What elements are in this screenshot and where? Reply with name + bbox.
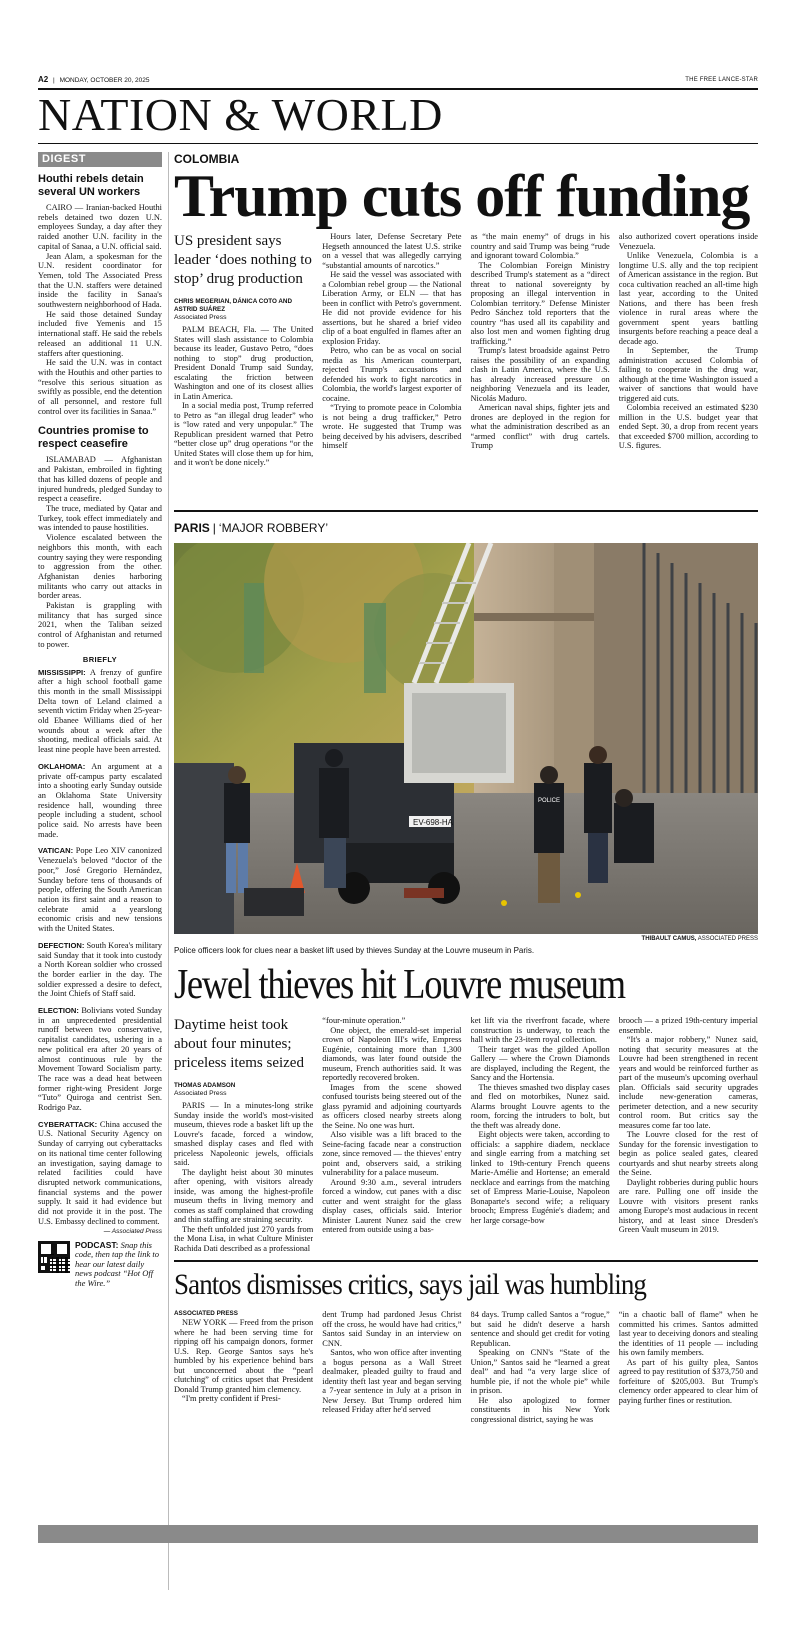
story-kicker: PARIS bbox=[174, 521, 210, 535]
story-paragraph: Santos, who won office after inventing a bogus persona as a Wall Street dealmaker, pleaded guilty to fraud and identity theft last year and began serving a 7-year sentence in July at a prison in New Jersey. But Trump ordered him released Friday after he'd served bbox=[322, 1348, 462, 1414]
podcast-promo bbox=[38, 1241, 162, 1289]
story-paragraph: as “the main enemy” of drugs in his country and said Trump was being “rude and ignorant toward Colombia.” bbox=[470, 232, 610, 260]
brief-text: A frenzy of gunfire after a high school football game this month in the small Mississippi Delta town of Leland claimed a seventh victim Friday when 25-year-old Ebanee Williams died of her wounds about a week after the shooting, medical officials said. At least nine people have been arrested. bbox=[38, 667, 162, 755]
podcast-label: PODCAST: bbox=[75, 1239, 119, 1250]
section-rule bbox=[38, 143, 758, 144]
story-paragraph: PARIS — In a minutes-long strike Sunday inside the world's most-visited museum, thieves rode a basket lift up the Louvre's facade, forced a window, smashed display cases and fled with priceless Napoleonic jewels, officials said. bbox=[174, 1101, 314, 1167]
story-divider bbox=[174, 510, 758, 512]
brief-item bbox=[38, 668, 162, 755]
brief-item bbox=[38, 1120, 162, 1227]
story-paragraph: The theft unfolded just 270 yards from the Mona Lisa, in what Culture Minister Rachida Dati described as a professional bbox=[174, 1224, 314, 1253]
page-number: A2 bbox=[38, 75, 49, 84]
story-paragraph: 84 days. Trump called Santos a “rogue,” but said he didn't deserve a harsh sentence and should get credit for voting Republican. bbox=[470, 1310, 610, 1348]
story-headline: Trump cuts off funding bbox=[174, 163, 750, 229]
story-org: Associated Press bbox=[174, 314, 227, 321]
photo-credit-name: THIBAULT CAMUS, bbox=[641, 936, 697, 942]
brief-item bbox=[38, 941, 162, 999]
story-colombia bbox=[174, 152, 758, 229]
story-column bbox=[174, 232, 313, 570]
brief-lead: VATICAN: bbox=[38, 846, 74, 856]
story-paragraph: Also visible was a lift braced to the Seine-facing facade near a construction zone, since removed — the thieves' entry point and, observers said, a striking vulnerability for a palace museum. bbox=[322, 1130, 462, 1177]
digest-paragraph: CAIRO — Iranian-backed Houthi rebels detained two dozen U.N. employees Sunday, a day after they raided another U.N. facility in the capital of Sanaa, a U.N. official said. bbox=[38, 203, 162, 251]
story-paragraph: “It's a major robbery,” Nunez said, noting that security measures at the Louvre had been strengthened in recent years and would be reinforced further as part of the museum's upcoming overhaul plan. Officials said security upgrades include new-generation cameras, perimeter detection, and a new security control room. But critics say the measures come far too late. bbox=[618, 1035, 758, 1130]
story-headline: Jewel thieves hit Louvre museum bbox=[174, 962, 625, 1008]
digest-credit: — Associated Press bbox=[103, 1227, 162, 1235]
story-paragraph: The thieves smashed two display cases and fled on motorbikes, Nunez said. Alarms brought Louvre agents to the room, forcing the intruders to bolt, but the theft was already done. bbox=[470, 1082, 610, 1130]
license-plate: EV-698-HA bbox=[413, 818, 454, 827]
story-paragraph: In a social media post, Trump referred to Petro as “an illegal drug leader” who is “low rated and very unpopular.” The Republican president warned that Petro “better close up” drug operations “or the United States will close them up for him, and it won't be done nicely.” bbox=[174, 401, 314, 467]
story-paragraph: Speaking on CNN's “State of the Union,” Santos said he “learned a great deal” and had “a very large slice of humble pie, if not the whole pie” while in prison. bbox=[470, 1348, 610, 1395]
photo-caption: Police officers look for clues near a basket lift used by thieves Sunday at the Louvre museum in Paris. bbox=[174, 946, 535, 955]
story-santos-body bbox=[174, 1310, 758, 1510]
story-paragraph: “four-minute operation.” bbox=[322, 1016, 406, 1025]
story-paragraph: Daylight robberies during public hours are rare. Pulling one off inside the Louvre with visitors present ranks among Europe's most audacious in recent history, and at least since Dresden's Green Vault museum in 2019. bbox=[618, 1177, 758, 1234]
louvre-photo-image bbox=[174, 543, 758, 934]
brief-text: China accused the U.S. National Security Agency on Sunday of carrying out cyberattacks on its national time center following an investigation, saying damage to related facilities could have disrupted network communications, financial systems and the power supply. It said it had evidence but did not provide it in the post. The U.S. Embassy declined to comment. bbox=[38, 1119, 162, 1226]
qr-code-icon[interactable] bbox=[38, 1241, 70, 1273]
story-paragraph: American naval ships, fighter jets and drones are deployed in the region for what the administration described as an “armed conflict” with drug cartels. Trump bbox=[470, 403, 610, 450]
section-title: NATION & WORLD bbox=[38, 89, 443, 140]
story-paragraph: brooch — a prized 19th-century imperial ensemble. bbox=[618, 1016, 758, 1035]
story-paragraph: dent Trump had pardoned Jesus Christ off the cross, he would have had critics,” Santos said Sunday in an interview on CNN. bbox=[322, 1310, 462, 1348]
story-paragraph: Hours later, Defense Secretary Pete Hegseth announced the latest U.S. strike on a vessel that was allegedly carrying “substantial amounts of narcotics.” bbox=[322, 232, 462, 270]
digest-paragraph: He said those detained Sunday included five Yemenis and 15 international staff. He said the rebels released an additional 11 U.N. staffers after questioning. bbox=[38, 309, 162, 358]
story-kicker-sub: ‘MAJOR ROBBERY’ bbox=[218, 521, 329, 535]
folio bbox=[38, 75, 758, 87]
digest-headline: Countries promise to respect ceasefire bbox=[38, 425, 149, 451]
digest-headline: Houthi rebels detain several UN workers bbox=[38, 173, 144, 198]
newspaper-page bbox=[38, 70, 758, 1590]
brief-lead: DEFECTION: bbox=[38, 940, 85, 950]
story-colombia-body bbox=[174, 232, 758, 570]
story-column bbox=[322, 232, 461, 570]
story-paragraph: The daylight heist about 30 minutes after opening, with visitors already inside, was among the highest-profile museum thefts in living memory and comes as staff complained that crowding and thin staffing are straining security. bbox=[174, 1167, 314, 1224]
story-paragraph: ket lift via the riverfront facade, where construction is underway, to reach the hall with the 23-item royal collection. bbox=[470, 1016, 610, 1044]
story-column bbox=[619, 1310, 758, 1510]
digest-paragraph: Violence escalated between the neighbors this month, with each country saying they were responding to aggression from the other. Afghanistan denies harboring militants who carry out attacks in border areas. bbox=[38, 533, 162, 601]
brief-text: Bolivians voted Sunday in an unprecedented presidential runoff between two conservative, capitalist candidates, ushering in a new political era after 20 years of almost continuous rule by the Movement Toward Socialism party. The race was a dead heat between former right-wing President Jorge “Tuto” Quiroga and centrist Sen. Rodrigo Paz. bbox=[38, 1006, 162, 1113]
story-paragraph: “Trying to promote peace in Colombia is not being a drug trafficker,” Petro wrote. He suggested that Trump was being deceived by his advisers, described himself bbox=[322, 403, 462, 450]
story-org: Associated Press bbox=[174, 1090, 227, 1097]
story-deck: US president says leader ‘does nothing to stop’ drug production bbox=[174, 233, 312, 287]
brief-lead: OKLAHOMA: bbox=[38, 761, 86, 771]
story-paragraph: Trump's latest broadside against Petro raises the possibility of an expanding clash in Latin America, where the U.S. has already increased pressure on neighboring Venezuela and its leader, Nicolás Maduro. bbox=[470, 346, 610, 403]
brief-text: An argument at a private off-campus party escalated into a shooting early Sunday outside an Oklahoma State University residence hall, wounding three people including a student, school police said. No arrests have been made. bbox=[38, 761, 162, 839]
story-byline: CHRIS MEGERIAN, DÁNICA COTO AND ASTRID SUÁREZ bbox=[174, 298, 293, 313]
story-paragraph: He also apologized to former constituents in his New York congressional district, saying he was bbox=[470, 1395, 610, 1424]
digest-paragraph: The truce, mediated by Qatar and Turkey, took effect immediately and was intended to pause hostilities. bbox=[38, 503, 162, 533]
digest-header: DIGEST bbox=[38, 152, 162, 167]
police-label: POLICE bbox=[538, 798, 561, 804]
story-paragraph: He said the vessel was associated with a Colombian rebel group — the National Liberation Army, or ELN — that has been in conflict with Petro's government. He did not provide evidence for his assertions, but he shared a brief video clip of a boat engulfed in flames after an explosion Friday. bbox=[322, 270, 462, 346]
story-paragraph: NEW YORK — Freed from the prison where he had been serving time for ripping off his campaign donors, former U.S. Rep. George Santos says he's humbled by his experience behind bars but unconcerned about the “pearl clutching” of critics upset that President Donald Trump granted him clemency. bbox=[174, 1318, 314, 1394]
story-paragraph: Around 9:30 a.m., several intruders forced a window, cut panes with a disc cutter and went straight for the glass display cases, officials said. Interior Minister Laurent Nunez said the crew entered from outside using a bas- bbox=[322, 1177, 462, 1234]
digest-paragraph: He said the U.N. was in contact with the Houthis and other parties to “resolve this serious situation as swiftly as possible, end the detention of all personnel, and restore full control over its facilities in Sanaa.” bbox=[38, 358, 162, 416]
story-paragraph: One object, the emerald-set imperial crown of Napoleon III's wife, Empress Eugénie, containing more than 1,300 diamonds, was later found outside the museum, French authorities said. It was reportedly recovered broken. bbox=[322, 1025, 462, 1082]
story-kicker: COLOMBIA bbox=[174, 152, 240, 166]
story-paragraph: Their target was the gilded Apollon Gallery — where the Crown Diamonds are displayed, including the Regent, the Sancy and the Hortensia. bbox=[470, 1044, 610, 1082]
story-paris-kicker bbox=[174, 521, 758, 535]
story-column bbox=[619, 232, 758, 570]
brief-lead: MISSISSIPPI: bbox=[38, 667, 86, 677]
photo-credit bbox=[642, 936, 758, 942]
story-paragraph: “I'm pretty confident if Presi- bbox=[182, 1394, 281, 1403]
story-paragraph: Eight objects were taken, according to officials: a sapphire diadem, necklace and single earring from a matching set linked to 19th-century French queens Marie-Amélie and Hortense; an emerald necklace and earrings from the matching set of Empress Marie-Louise, Napoleon Bonaparte's second wife; a reliquary brooch; Empress Eugénie's diadem; and her large corsage-bow bbox=[470, 1130, 610, 1225]
digest-rail bbox=[38, 152, 162, 1590]
rail-divider bbox=[168, 152, 169, 1590]
digest-paragraph: Jean Alam, a spokesman for the U.N. resident coordinator for Yemen, told The Associated Press that the U.N. staffers were detained inside the facility in Sanaa's southwestern neighborhood of Hada. bbox=[38, 251, 162, 310]
brief-item bbox=[38, 846, 162, 933]
story-paragraph: also authorized covert operations inside Venezuela. bbox=[618, 232, 758, 251]
digest-paragraph: Pakistan is grappling with militancy that has surged since 2021, when the Taliban seized control of Afghanistan and returned to power. bbox=[38, 601, 162, 649]
story-paragraph: Unlike Venezuela, Colombia is a longtime U.S. ally and the top recipient of American assistance in the region. But coca cultivation reached an all-time high last year, according to the United Nations, and there has been fresh violence in rural areas where the government spent years battling insurgents before reaching a peace deal a decade ago. bbox=[618, 251, 758, 346]
brief-lead: CYBERATTACK: bbox=[38, 1119, 98, 1129]
story-paragraph: In September, the Trump administration accused Colombia of failing to cooperate in the drug war, although at the time Washington issued a waiver of sanctions that would have triggered aid cuts. bbox=[618, 346, 758, 403]
story-paragraph: The Louvre closed for the rest of Sunday for the forensic investigation to begin as police sealed gates, cleared courtyards and shut nearby streets along the Seine. bbox=[618, 1130, 758, 1177]
kicker-separator: | bbox=[212, 521, 216, 535]
footer-bar bbox=[38, 1525, 758, 1543]
brief-text: Pope Leo XIV canonized Venezuela's beloved “doctor of the poor,” José Gregorio Hernández, Sunday before tens of thousands of people, offering the South American nation its first saint and a reason to celebrate amid a yearslong economic crisis and new tensions with the United States. bbox=[38, 846, 162, 934]
story-org: ASSOCIATED PRESS bbox=[174, 1310, 238, 1317]
story-paragraph: The Colombian Foreign Ministry described Trump's statement as a “direct threat to national sovereignty by proposing an illegal intervention in Colombian territory.” Defense Minister Pedro Sánchez told reporters that the country “has used all its capability and also lost men and women fighting drug trafficking.” bbox=[470, 260, 610, 346]
digest-story bbox=[38, 173, 162, 416]
story-column bbox=[471, 232, 610, 570]
brief-item bbox=[38, 1006, 162, 1113]
issue-date: MONDAY, OCTOBER 20, 2025 bbox=[59, 77, 150, 84]
digest-story bbox=[38, 425, 162, 649]
story-santos bbox=[174, 1268, 758, 1302]
story-column bbox=[174, 1310, 313, 1510]
briefly-label: BRIEFLY bbox=[82, 654, 118, 664]
brief-text: South Korea's military said Sunday that it took into custody a North Korean soldier who crossed the border earlier in the day. The soldier expressed a desire to defect, the Joint Chiefs of Staff said. bbox=[38, 940, 162, 999]
story-paragraph: Petro, who can be as vocal on social media as his American counterpart, rejected Trump's accusations and defended his work to fight narcotics in Colombia, the world's largest exporter of cocaine. bbox=[322, 346, 462, 403]
story-deck: Daytime heist took about four minutes; priceless items seized bbox=[174, 1017, 304, 1071]
story-paragraph: “in a chaotic ball of flame” when he committed his crimes. Santos admitted last year to deceiving donors and stealing the identities of 11 people — including his own family members. bbox=[618, 1310, 758, 1357]
paper-name: THE FREE LANCE-STAR bbox=[685, 77, 758, 83]
story-paris bbox=[174, 963, 758, 1007]
podcast-text: Snap this code, then tap the link to hear our latest daily news podcast “Hot Off the Wire.” bbox=[75, 1239, 160, 1288]
story-byline: THOMAS ADAMSON bbox=[174, 1082, 236, 1089]
story-paragraph: PALM BEACH, Fla. — The United States will slash assistance to Colombia because its leader, Gustavo Petro, “does nothing to stop” drug production, President Donald Trump said Sunday, escalating the friction between Washington and one of its closest allies in Latin America. bbox=[174, 325, 314, 401]
story-paragraph: As part of his guilty plea, Santos agreed to pay restitution of $373,750 and forfeiture of $205,003. But Trump's clemency order appeared to clear him of paying further fines or restitution. bbox=[618, 1357, 758, 1405]
story-divider bbox=[174, 1260, 758, 1262]
story-paragraph: Colombia received an estimated $230 million in the U.S. budget year that ended Sept. 30, a drop from recent years that exceeded $700 million, according to U.S. figures. bbox=[618, 403, 758, 450]
story-paragraph: Images from the scene showed confused tourists being steered out of the glass pyramid and adjoining courtyards as officers closed nearby streets along the Seine. No one was hurt. bbox=[322, 1082, 462, 1130]
story-headline: Santos dismisses critics, says jail was humbling bbox=[174, 1268, 647, 1301]
folio-separator: | bbox=[53, 77, 55, 84]
louvre-photo bbox=[174, 543, 758, 934]
photo-credit-org: ASSOCIATED PRESS bbox=[696, 936, 758, 942]
story-column bbox=[471, 1310, 610, 1510]
digest-paragraph: ISLAMABAD — Afghanistan and Pakistan, embroiled in fighting that has killed dozens of people and injured hundreds, pledged Sunday to respect a ceasefire. bbox=[38, 455, 162, 504]
brief-item bbox=[38, 762, 162, 840]
story-column bbox=[322, 1310, 461, 1510]
brief-lead: ELECTION: bbox=[38, 1006, 79, 1016]
